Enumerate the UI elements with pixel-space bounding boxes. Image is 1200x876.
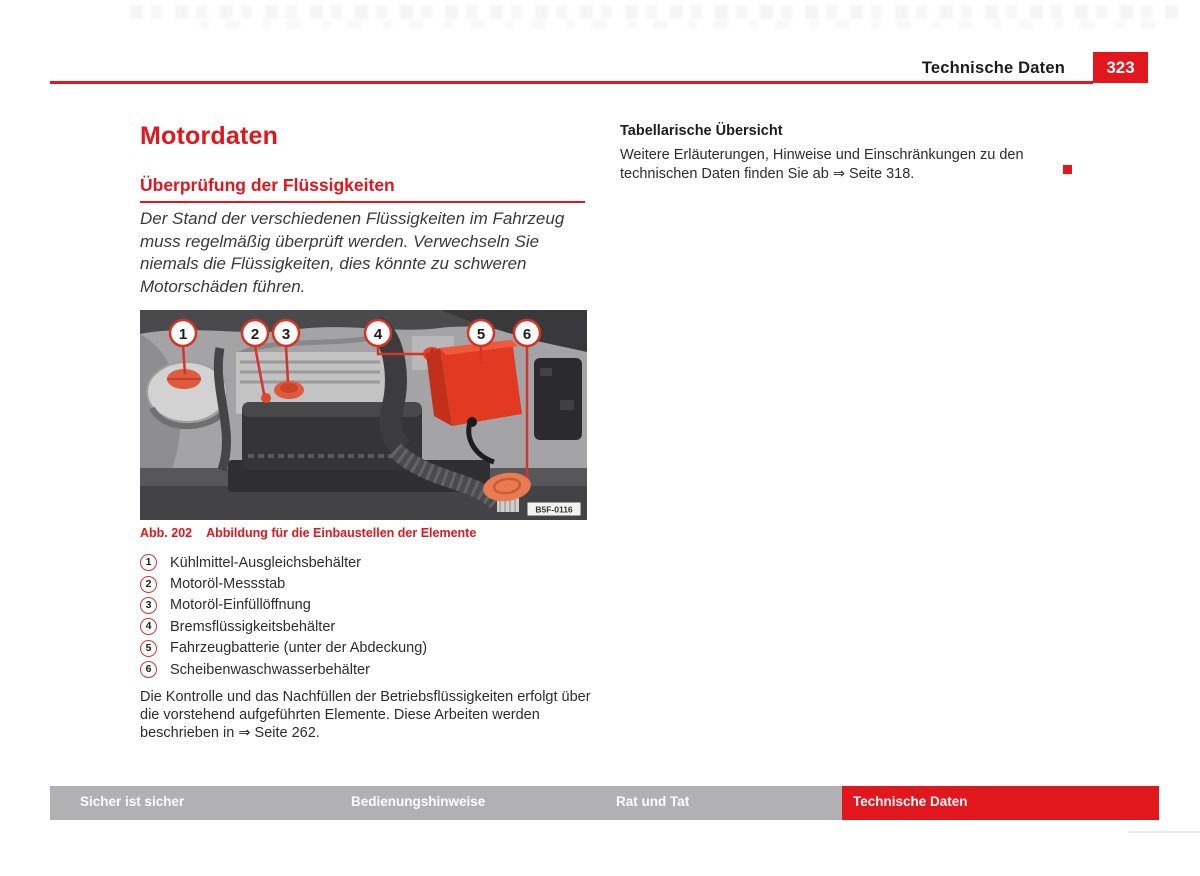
legend-number-badge: 2 — [140, 576, 157, 593]
page-title: Motordaten — [140, 122, 279, 150]
figure-legend-list — [140, 552, 587, 680]
footer-tab-rat-und-tat[interactable]: Rat und Tat — [609, 786, 842, 820]
legend-item — [140, 659, 587, 680]
section-end-marker — [1063, 165, 1072, 174]
callout-2: 2 — [250, 326, 260, 343]
footer-tab-sicher-ist-sicher[interactable]: Sicher ist sicher — [50, 786, 343, 820]
legend-label: Motoröl-Einfüllöffnung — [170, 597, 311, 614]
callout-6: 6 — [522, 326, 532, 343]
scan-artifacts-top-2 — [200, 20, 1160, 29]
scan-artifacts-top — [130, 5, 1180, 19]
fuse-box — [534, 358, 582, 440]
callout-1: 1 — [178, 326, 188, 343]
callout-3: 3 — [281, 326, 291, 343]
right-column-paragraph: Weitere Erläuterungen, Hinweise und Einschränkungen zu den technischen Daten finden Sie ab ⇒ Seite 318. — [620, 147, 1024, 182]
right-column-heading: Tabellarische Übersicht — [620, 123, 783, 139]
image-code-text: B5F-0116 — [535, 504, 573, 515]
footer-tab-technische-daten[interactable]: Technische Daten — [842, 786, 1159, 820]
oil-filler-cap — [274, 381, 304, 399]
figure-caption-label: Abb. 202 — [140, 526, 193, 540]
engine-bay-figure — [140, 310, 587, 520]
legend-number-badge: 3 — [140, 597, 157, 614]
scan-artifact-bottom — [1128, 831, 1200, 833]
legend-label: Kühlmittel-Ausgleichsbehälter — [170, 554, 362, 571]
legend-number-badge: 4 — [140, 618, 157, 635]
callout-5: 5 — [476, 326, 486, 343]
closing-paragraph: Die Kontrolle und das Nachfüllen der Betriebsflüssigkeiten erfolgt über die vorstehend aufgeführten Elemente. Diese Arbeiten werden beschrieben in ⇒ Seite 262. — [140, 689, 591, 741]
legend-label: Motoröl-Messstab — [170, 576, 286, 593]
legend-item — [140, 638, 587, 659]
legend-number-badge: 1 — [140, 554, 157, 571]
figure-caption-text: Abbildung für die Einbaustellen der Elemente — [206, 526, 477, 540]
callout-4: 4 — [373, 326, 383, 343]
legend-number-badge: 5 — [140, 640, 157, 657]
legend-item — [140, 573, 587, 594]
image-code-tag — [527, 502, 581, 516]
legend-label: Bremsflüssigkeitsbehälter — [170, 618, 336, 635]
page-number-badge: 323 — [1093, 52, 1148, 83]
header-rule — [50, 81, 1093, 84]
intro-paragraph: Der Stand der verschiedenen Flüssigkeiten im Fahrzeug muss regelmäßig überprüft werden. Verwechseln Sie niemals die Flüssigkeiten, dies könnte zu schweren Motorschäden führen. — [140, 209, 565, 296]
oil-dipstick — [261, 393, 271, 403]
legend-item — [140, 616, 587, 637]
footer-tab-bedienungshinweise[interactable]: Bedienungshinweise — [342, 786, 609, 820]
legend-item — [140, 552, 587, 573]
legend-label: Scheibenwaschwasserbehälter — [170, 661, 370, 678]
legend-label: Fahrzeugbatterie (unter der Abdeckung) — [170, 640, 428, 657]
legend-item — [140, 595, 587, 616]
legend-number-badge: 6 — [140, 661, 157, 678]
running-header-title: Technische Daten — [921, 59, 1065, 77]
engine-bay-image — [140, 310, 587, 520]
figure-caption — [140, 526, 587, 540]
section-subtitle: Überprüfung der Flüssigkeiten — [140, 175, 585, 203]
